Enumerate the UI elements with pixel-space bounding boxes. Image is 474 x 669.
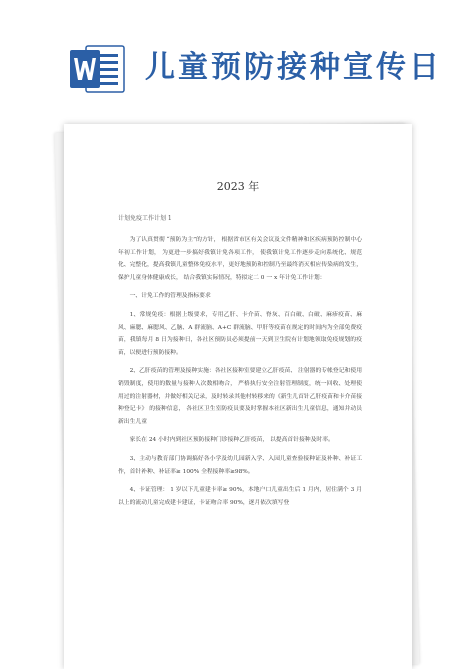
- paragraph-hepatitis-b: 2、乙肝疫苗的管理及接种实施：各社区接种室要建立乙肝疫苗、 注射器的专帐登记和使用销毁制度，使用的数量与接种人次数相吻合， 严格执行安全注射管理制度，统一回收、处理使用过的注射器材，并做好相关记录，及时转录其他村转移来的《新生儿首针乙肝疫苗和卡介苗接种登记卡》 的接种信息， 各社区卫生室防疫员要及时掌握本社区新出生儿童信息，通知并动员新出生儿童: [118, 368, 362, 425]
- document-year-heading: 2023 年: [216, 180, 260, 193]
- banner: [0, 0, 474, 116]
- paragraph-routine-immunization: 1、常规免疫：根据上级要求，专用乙肝、卡介苗、脊灰、百白破、白破、麻疹疫苗、麻风、麻腮、麻腮风、乙脑、A 群流脑、A+C 群流脑、甲肝等疫苗在规定的时间内为全部免费疫苗，我镇每月 8 日为接种日，各社区预防员必须提前一天到卫生院有计划地领取免疫规划的疫苗，以便进行预防接种。: [118, 311, 362, 356]
- document-page: [64, 124, 412, 669]
- section-heading: 一、计免工作的管理及指标要求: [129, 293, 211, 300]
- document-body: [118, 234, 362, 515]
- document-subtitle: 计划免疫工作计划 1: [118, 215, 172, 222]
- word-icon: [68, 44, 126, 94]
- paragraph-school-coordination: 3、主动与教育部门协调搞好各小学及幼儿园新入学、入园儿童查验接种证及补种、补证工作，首针补种、补证率≥ 100% 全程接种率≥98%。: [118, 455, 362, 475]
- paragraph-intro: 为了认真贯彻 “预防为主”的方针， 根据省市区有关会议及文件精神和区疾病预防控制中心年初工作计划， 为更进一步搞好我镇计免各项工作， 使我镇计免工作逐步走向系统化、规范化、完整化，提高我镇儿童整体免疫水平，更好地预防和控制乃至最终消灭相应传染病的发生， 保护儿童身体健康成长， 结合我镇实际情况，特拟定二 0 一 x 年计免工作计划：: [118, 237, 362, 281]
- banner-title: 儿童预防接种宣传日: [145, 50, 442, 85]
- paragraph-card-management: 4、卡证管理： 1 岁以下儿童建卡率≥ 90%，本地户口儿童出生后 1 月内，居住满个 3 月以上的流动儿童完成建卡建证，卡证吻合率 90%，逐月依次填写登: [118, 487, 362, 506]
- paragraph-parents-notice: 家长在 24 小时内到社区预防接种门诊接种乙肝疫苗， 以提高首针接种及时率。: [129, 437, 334, 444]
